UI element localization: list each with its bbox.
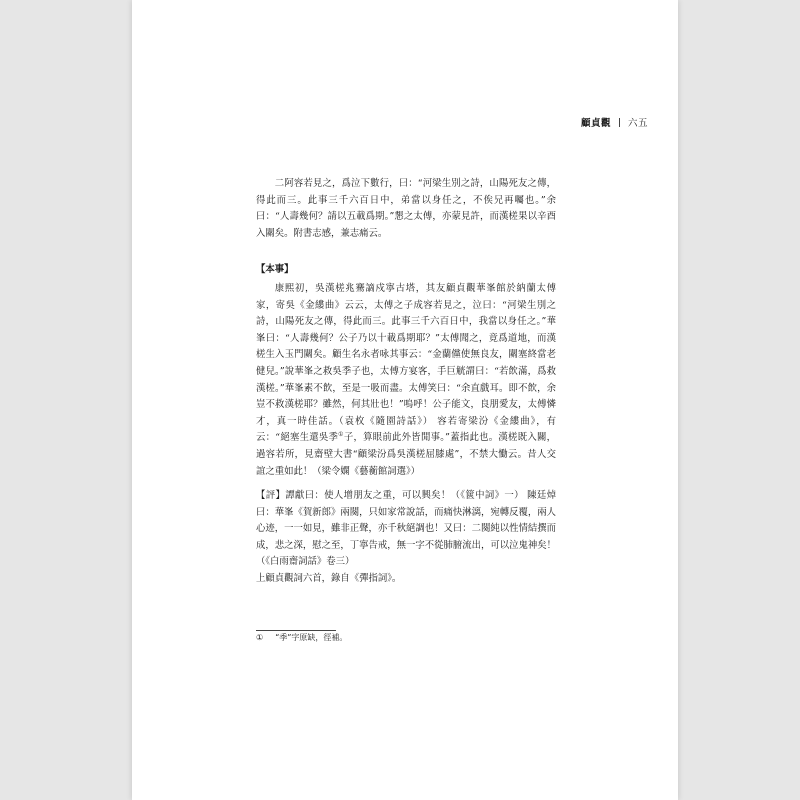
footnote bbox=[256, 632, 347, 644]
page-body bbox=[256, 176, 556, 588]
benshi-paragraph bbox=[256, 281, 556, 480]
benshi-heading: 【本事】 bbox=[256, 264, 294, 276]
page-number: 六五 bbox=[627, 118, 648, 129]
intro-paragraph bbox=[256, 176, 556, 242]
running-header bbox=[581, 115, 648, 129]
benshi-text-2: 子，算眼前此外皆閒事。”蓋指此也。漢槎既入關，過容若所，見齋壁大書“顧梁汾爲吳漢槎屈膝處”，不禁大慟云。昔人交誼之重如此！（梁令嫻《藝蘅館詞選》） bbox=[256, 432, 556, 477]
benshi-text-1: 康熙初，吳漢槎兆騫謫戍寧古塔，其友顧貞觀華峯館於納蘭太傅家，寄吳《金縷曲》云云，太傅之子成容若見之，泣曰：“河梁生別之詩，山陽死友之傳，得此而三。此事三千六百日中，我當以身任之。”華峯曰：“人壽幾何？公子乃以十載爲期耶？”太傅聞之，竟爲道地，而漢槎生入玉門關矣。顧生名永者咏其事云：“金蘭儻使無良友，關塞終當老健兒。”說華峯之救吳季子也，太傅方宴客，手巨觥謂曰：“若飲滿，爲救漢槎。”華峯素不飲，至是一吸而盡。太傅笑曰：“余直戲耳。即不飲，余豈不救漢槎耶？雖然，何其壯也！”嗚呼！公子能文，良朋愛友，太傅憐才，真一時佳話。（袁枚《隨園詩話》） 容若寄梁汾《金縷曲》，有云：“絕塞生還吳季 bbox=[256, 282, 556, 444]
header-separator bbox=[619, 118, 620, 127]
footnote-ref[interactable]: ① bbox=[338, 431, 344, 439]
header-title: 顧貞觀 bbox=[580, 118, 611, 129]
footnote-divider bbox=[256, 630, 336, 631]
closing-line: 上顧貞觀詞六首，錄自《彈指詞》。 bbox=[256, 573, 402, 585]
footnote-mark: ① bbox=[256, 633, 264, 642]
intro-text: 二阿容若見之，爲泣下數行，曰：“河梁生別之詩，山陽死友之傳，得此而三。此事三千六百日中，弟當以身任之，不俟兄再囑也。”余曰：“人壽幾何？請以五載爲期。”懇之太傅，亦蒙見許，而漢槎果以辛酉入關矣。附書志感，兼志痛云。 bbox=[256, 178, 556, 239]
book-page bbox=[132, 0, 678, 800]
ping-paragraph: 【評】譚獻曰：使人增朋友之重，可以興矣！（《篋中詞》一） 陳廷焯曰：華峯《賀新郎》兩闋，只如家常說話，而痛快淋漓，宛轉反覆，兩人心迹，一一如見，雖非正聲，亦千秋絕調也！又曰：二闋純以性情結撰而成，悲之深，慰之至，丁寧告戒，無一字不從肺腑流出，可以泣鬼神矣！（《白雨齋詞話》卷三） bbox=[256, 490, 557, 568]
footnote-text: “季”字原缺，徑補。 bbox=[275, 633, 348, 642]
